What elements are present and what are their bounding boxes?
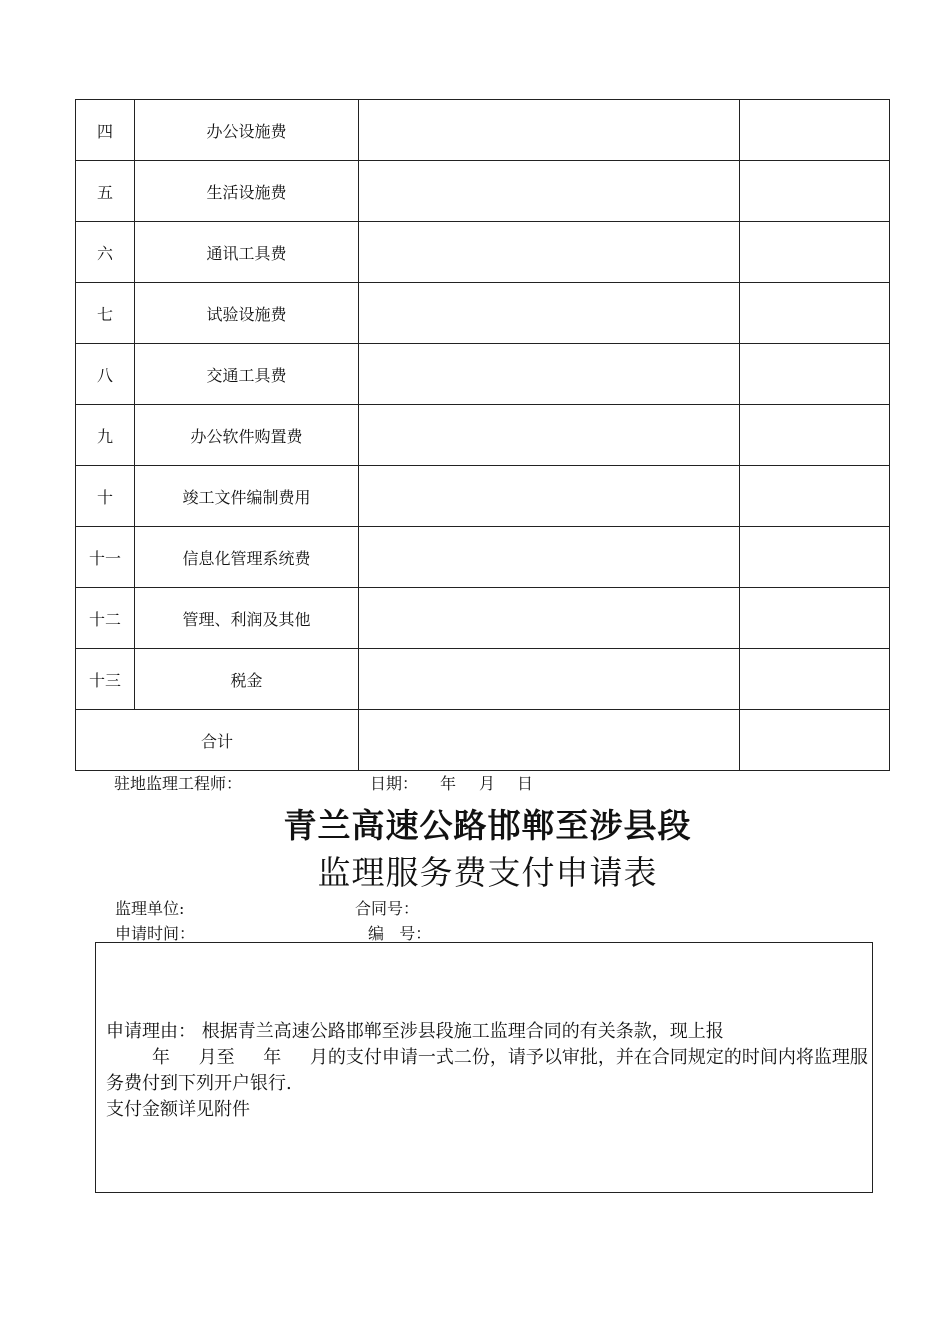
row-remark-cell[interactable] — [740, 649, 890, 710]
row-remark-cell[interactable] — [740, 466, 890, 527]
row-number: 九 — [76, 405, 135, 466]
row-item: 管理、利润及其他 — [135, 588, 359, 649]
row-item: 办公设施费 — [135, 100, 359, 161]
table-row — [76, 649, 890, 710]
row-amount-cell[interactable] — [359, 649, 740, 710]
row-amount-cell[interactable] — [359, 466, 740, 527]
row-remark-cell[interactable] — [740, 588, 890, 649]
table-row — [76, 527, 890, 588]
table-row — [76, 466, 890, 527]
row-remark-cell[interactable] — [740, 161, 890, 222]
row-item: 试验设施费 — [135, 283, 359, 344]
row-number: 十一 — [76, 527, 135, 588]
row-item: 竣工文件编制费用 — [135, 466, 359, 527]
form-title-main: 青兰高速公路邯郸至涉县段 — [283, 806, 692, 845]
total-remark-cell[interactable] — [740, 710, 890, 771]
date-day: 日 — [517, 774, 534, 793]
row-item: 通讯工具费 — [135, 222, 359, 283]
row-number: 十二 — [76, 588, 135, 649]
row-remark-cell[interactable] — [740, 283, 890, 344]
row-number: 五 — [76, 161, 135, 222]
table-row — [76, 344, 890, 405]
row-item: 办公软件购置费 — [135, 405, 359, 466]
date-month: 月 — [479, 774, 496, 793]
engineer-label: 驻地监理工程师： — [114, 774, 243, 793]
row-item: 生活设施费 — [135, 161, 359, 222]
row-number: 七 — [76, 283, 135, 344]
total-amount-cell[interactable] — [359, 710, 740, 771]
time-label: 申请时间： — [115, 924, 196, 943]
row-amount-cell[interactable] — [359, 222, 740, 283]
row-remark-cell[interactable] — [740, 100, 890, 161]
contract-label: 合同号： — [355, 899, 420, 918]
reason-line: 年 月至 年 月的支付申请一式二份，请予以审批，并在合同规定的时间内将监理服务费付到下列开户银行. — [106, 1047, 868, 1094]
application-reason — [106, 1019, 868, 1123]
row-number: 四 — [76, 100, 135, 161]
row-remark-cell[interactable] — [740, 405, 890, 466]
row-amount-cell[interactable] — [359, 588, 740, 649]
unit-label: 监理单位: — [115, 899, 185, 918]
row-amount-cell[interactable] — [359, 100, 740, 161]
total-label: 合计 — [76, 710, 359, 771]
total-row — [76, 710, 890, 771]
row-number: 十三 — [76, 649, 135, 710]
table-row — [76, 222, 890, 283]
table-row — [76, 283, 890, 344]
row-amount-cell[interactable] — [359, 283, 740, 344]
row-item: 信息化管理系统费 — [135, 527, 359, 588]
form-title-sub: 监理服务费支付申请表 — [317, 853, 658, 892]
row-remark-cell[interactable] — [740, 527, 890, 588]
row-amount-cell[interactable] — [359, 527, 740, 588]
row-number: 六 — [76, 222, 135, 283]
table-row — [76, 100, 890, 161]
row-amount-cell[interactable] — [359, 405, 740, 466]
row-item: 税金 — [135, 649, 359, 710]
table-row — [76, 588, 890, 649]
row-remark-cell[interactable] — [740, 344, 890, 405]
fee-table — [75, 99, 890, 771]
row-number: 十 — [76, 466, 135, 527]
number-label: 编 号： — [368, 924, 432, 943]
row-amount-cell[interactable] — [359, 344, 740, 405]
row-item: 交通工具费 — [135, 344, 359, 405]
row-number: 八 — [76, 344, 135, 405]
table-row — [76, 405, 890, 466]
date-year: 年 — [440, 774, 457, 793]
table-row — [76, 161, 890, 222]
reason-line: 申请理由： 根据青兰高速公路邯郸至涉县段施工监理合同的有关条款，现上报 — [106, 1021, 724, 1042]
row-remark-cell[interactable] — [740, 222, 890, 283]
row-amount-cell[interactable] — [359, 161, 740, 222]
reason-line: 支付金额详见附件 — [106, 1099, 250, 1120]
fee-table-body — [76, 100, 890, 771]
date-label: 日期： — [370, 774, 419, 793]
